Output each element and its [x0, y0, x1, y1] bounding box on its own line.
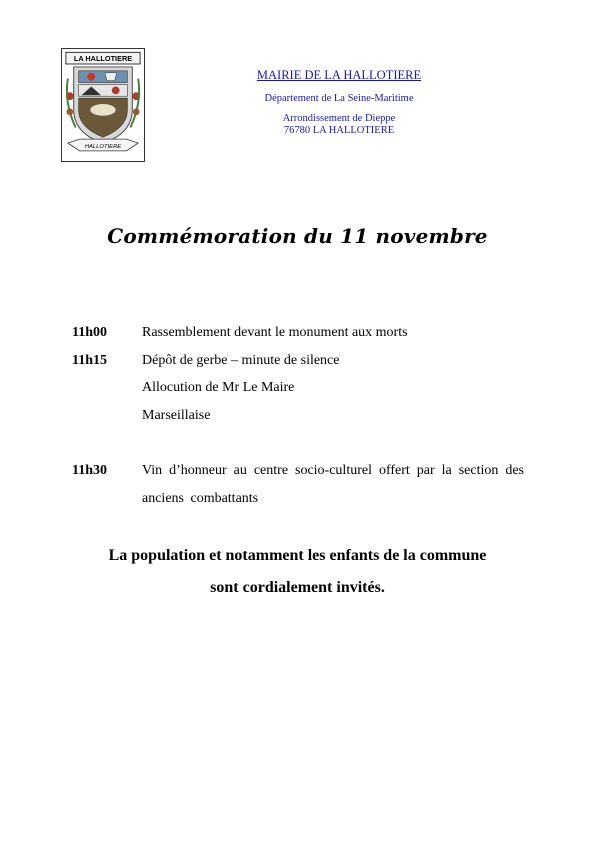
arrondissement-line: Arrondissement de Dieppe: [282, 113, 396, 124]
schedule-time: 11h00: [72, 325, 108, 340]
svg-text:HALLOTIERE: HALLOTIERE: [84, 143, 122, 150]
coat-of-arms-logo: [61, 48, 145, 162]
svg-text:LA HALLOTIERE: LA HALLOTIERE: [73, 54, 133, 64]
schedule-item: Vin d’honneur au centre socio-culturel offert par la section des anciens combattants: [142, 463, 524, 506]
schedule-time: 11h30: [72, 463, 108, 478]
schedule-item: Marseillaise: [142, 408, 211, 423]
coat-of-arms-graphic: [62, 49, 144, 161]
schedule-item: Dépôt de gerbe – minute de silence: [142, 353, 340, 368]
invitation-line-2: sont cordialement invités.: [210, 579, 385, 596]
invitation-line-1: La population et notamment les enfants de la commune: [108, 547, 487, 564]
address-line: 76780 LA HALLOTIERE: [283, 125, 395, 136]
schedule-item: Allocution de Mr Le Maire: [142, 380, 295, 395]
mairie-name: MAIRIE DE LA HALLOTIERE: [256, 68, 422, 82]
departement-line: Département de La Seine-Maritime: [264, 93, 414, 104]
schedule-item: Rassemblement devant le monument aux morts: [142, 325, 408, 340]
schedule-time: 11h15: [72, 353, 108, 368]
page-title: Commémoration du 11 novembre: [107, 224, 488, 248]
